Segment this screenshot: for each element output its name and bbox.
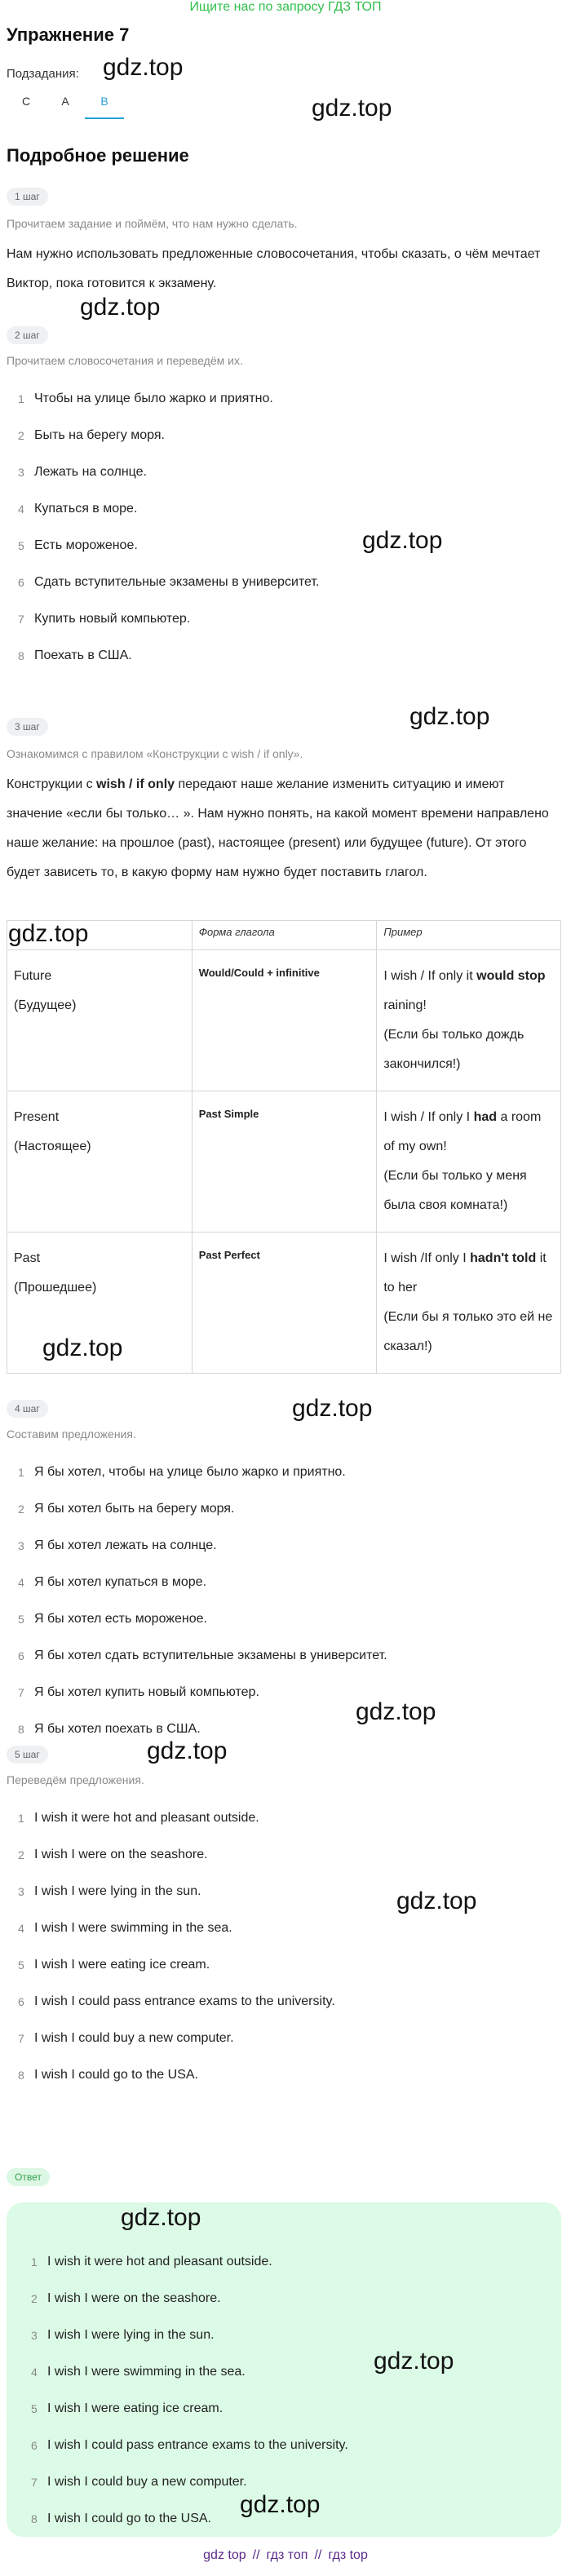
item-text: I wish I could go to the USA.	[47, 2511, 211, 2525]
watermark: gdz.top	[292, 1395, 373, 1422]
item-number: 6	[18, 1649, 24, 1662]
item-text: Я бы хотел быть на берегу моря.	[34, 1501, 235, 1516]
step-badge: 3 шаг	[7, 718, 48, 736]
item-number: 6	[31, 2438, 38, 2452]
watermark: gdz.top	[42, 1334, 123, 1361]
tense-name: Present	[14, 1110, 60, 1124]
example-ru: (Если бы только у меня была своя комната!)	[383, 1169, 527, 1212]
answer-badge: Ответ	[7, 2168, 50, 2186]
example-cell	[377, 1091, 561, 1233]
list-item	[7, 454, 553, 490]
item-text: I wish I could buy a new computer.	[47, 2474, 247, 2489]
item-number: 8	[18, 648, 24, 662]
item-number: 7	[18, 1685, 24, 1699]
list-item	[7, 527, 553, 564]
item-number: 1	[18, 392, 24, 405]
item-number: 3	[18, 1884, 24, 1898]
answer-box	[7, 2202, 561, 2537]
grammar-table	[7, 920, 561, 1374]
example-part: I wish /If only I	[383, 1251, 471, 1265]
step-badge: 4 шаг	[7, 1400, 48, 1418]
item-text: Есть мороженое.	[34, 538, 138, 552]
watermark: gdz.top	[362, 527, 443, 554]
list-item	[7, 1711, 553, 1747]
item-text: I wish I could pass entrance exams to the university.	[47, 2437, 348, 2452]
tense-name-ru: (Настоящее)	[14, 1140, 91, 1153]
example-part: a room of my own!	[383, 1110, 542, 1153]
item-text: Чтобы на улице было жарко и приятно.	[34, 391, 273, 405]
item-text: I wish I were lying in the sun.	[47, 2327, 215, 2342]
example-ru: (Если бы я только это ей не сказал!)	[383, 1310, 553, 1353]
step-hint: Прочитаем словосочетания и переведём их.	[7, 354, 243, 367]
item-text: Сдать вступительные экзамены в университет.	[34, 574, 320, 589]
footer-link[interactable]: гдз топ	[266, 2548, 308, 2562]
rule-text-b: передают наше желание изменить ситуацию и имеют значение «если бы только… ». Нам нужно понять, на какой момент времени направлено наше желание: на прошлое (past), настоящее (present) или будущее (future). От этого будет зависеть то, в какую форму нам нужно будет поставить глагол.	[7, 777, 549, 879]
step-hint: Составим предложения.	[7, 1427, 136, 1441]
item-text: Купаться в море.	[34, 501, 138, 516]
item-number: 3	[31, 2328, 38, 2342]
tab-c[interactable]: C	[21, 95, 31, 108]
item-text: Поехать в США.	[34, 648, 132, 662]
item-text: I wish I were on the seashore.	[34, 1847, 208, 1861]
item-number: 1	[31, 2255, 38, 2268]
item-number: 5	[18, 538, 24, 552]
item-number: 2	[31, 2291, 38, 2305]
example-en	[383, 962, 554, 1020]
list-item	[20, 2317, 566, 2353]
list-item	[7, 380, 553, 417]
example-part: I wish / If only I	[383, 1110, 474, 1124]
item-number: 7	[31, 2475, 38, 2489]
item-text: I wish I were lying in the sun.	[34, 1883, 201, 1898]
watermark: gdz.top	[312, 95, 392, 122]
item-text: Я бы хотел есть мороженое.	[34, 1611, 207, 1626]
example-verb: had	[473, 1110, 498, 1124]
item-number: 2	[18, 1502, 24, 1516]
item-number: 7	[18, 612, 24, 626]
item-text: Быть на берегу моря.	[34, 427, 165, 442]
item-number: 2	[18, 428, 24, 442]
tab-b[interactable]: B	[85, 91, 124, 119]
subtask-tabs	[7, 91, 124, 119]
list-item	[7, 564, 553, 600]
list-item	[7, 1983, 553, 2020]
list-item	[7, 490, 553, 527]
tab-a[interactable]: A	[61, 95, 69, 108]
item-number: 2	[18, 1848, 24, 1861]
step-hint: Ознакомимся с правилом «Конструкции с wish / if only».	[7, 747, 303, 760]
verb-form-cell: Past Simple	[192, 1091, 377, 1233]
tense-cell	[7, 950, 193, 1091]
item-number: 8	[31, 2512, 38, 2525]
item-text: I wish I were swimming in the sea.	[47, 2364, 246, 2379]
item-number: 1	[18, 1811, 24, 1825]
list-item	[7, 600, 553, 637]
example-part: it to her	[383, 1251, 547, 1295]
item-number: 6	[18, 1994, 24, 2008]
item-number: 5	[31, 2401, 38, 2415]
watermark: gdz.top	[8, 920, 89, 947]
example-ru: (Если бы только дождь закончился!)	[383, 1028, 525, 1071]
watermark: gdz.top	[356, 1698, 436, 1725]
footer-separator: //	[314, 2548, 322, 2562]
item-number: 4	[18, 1921, 24, 1935]
item-number: 4	[18, 1575, 24, 1589]
rule-text	[7, 770, 555, 887]
step-badge: 1 шаг	[7, 188, 48, 206]
step-hint: Прочитаем задание и поймём, что нам нужно сделать.	[7, 217, 298, 230]
translation-list	[7, 1799, 553, 2093]
list-item	[7, 1946, 553, 1983]
list-item	[20, 2390, 566, 2427]
verb-form-cell: Would/Could + infinitive	[192, 950, 377, 1091]
list-item	[7, 2020, 553, 2056]
item-number: 8	[18, 1722, 24, 1736]
watermark: gdz.top	[103, 54, 184, 81]
section-title: Подробное решение	[7, 145, 189, 166]
item-text: Лежать на солнце.	[34, 464, 147, 479]
item-text: Я бы хотел сдать вступительные экзамены в университет.	[34, 1648, 387, 1662]
example-en	[383, 1244, 554, 1303]
list-item	[7, 2056, 553, 2093]
item-number: 5	[18, 1958, 24, 1972]
item-number: 5	[18, 1612, 24, 1626]
example-cell	[377, 1233, 561, 1374]
footer-links	[0, 2548, 571, 2563]
item-text: I wish I could pass entrance exams to the university.	[34, 1994, 335, 2008]
table-header: Пример	[377, 921, 561, 950]
list-item	[20, 2427, 566, 2463]
list-item	[20, 2280, 566, 2317]
watermark: gdz.top	[409, 703, 490, 730]
list-item	[7, 1674, 553, 1711]
item-number: 7	[18, 2031, 24, 2045]
step-text: Нам нужно использовать предложенные словосочетания, чтобы сказать, о чём мечтает Виктор, пока готовится к экзамену.	[7, 247, 541, 290]
subtasks-label: Подзадания:	[7, 67, 79, 81]
watermark: gdz.top	[396, 1888, 477, 1914]
watermark: gdz.top	[121, 2204, 201, 2231]
footer-link[interactable]: гдз top	[328, 2548, 368, 2562]
table-row	[7, 950, 561, 1091]
tense-name-ru: (Прошедшее)	[14, 1281, 97, 1295]
example-part: raining!	[383, 998, 427, 1012]
step-hint: Переведём предложения.	[7, 1773, 144, 1786]
item-text: I wish I were eating ice cream.	[47, 2401, 224, 2415]
watermark: gdz.top	[374, 2348, 454, 2375]
search-hint-link[interactable]: Ищите нас по запросу ГДЗ ТОП	[189, 0, 382, 14]
item-text: Я бы хотел поехать в США.	[34, 1721, 201, 1736]
item-text: I wish I could go to the USA.	[34, 2067, 198, 2082]
list-item	[7, 1527, 553, 1564]
list-item	[7, 1600, 553, 1637]
item-text: I wish I were swimming in the sea.	[34, 1920, 232, 1935]
item-text: Я бы хотел, чтобы на улице было жарко и приятно.	[34, 1464, 346, 1479]
item-number: 4	[18, 502, 24, 516]
tense-name-ru: (Будущее)	[14, 998, 77, 1012]
item-text: I wish it were hot and pleasant outside.	[34, 1810, 259, 1825]
list-item	[7, 1637, 553, 1674]
list-item	[20, 2243, 566, 2280]
item-text: Я бы хотел купаться в море.	[34, 1574, 207, 1589]
list-item	[7, 1836, 553, 1873]
phrase-list	[7, 380, 553, 674]
watermark: gdz.top	[147, 1737, 228, 1764]
watermark: gdz.top	[80, 294, 161, 321]
tense-name: Past	[14, 1251, 41, 1265]
item-number: 8	[18, 2068, 24, 2082]
step-badge: 5 шаг	[7, 1746, 48, 1764]
list-item	[7, 417, 553, 454]
example-verb: hadn't told	[470, 1251, 537, 1265]
tense-name: Future	[14, 969, 52, 983]
item-text: Я бы хотел лежать на солнце.	[34, 1538, 217, 1552]
list-item	[7, 637, 553, 674]
item-number: 3	[18, 1538, 24, 1552]
example-verb: would stop	[476, 969, 546, 983]
footer-separator: //	[252, 2548, 260, 2562]
item-text: I wish I were on the seashore.	[47, 2291, 221, 2305]
item-text: I wish I could buy a new computer.	[34, 2030, 234, 2045]
item-number: 4	[31, 2365, 38, 2379]
list-item	[20, 2353, 566, 2390]
example-en	[383, 1103, 554, 1162]
item-number: 3	[18, 465, 24, 479]
page-title: Упражнение 7	[7, 24, 130, 45]
example-cell	[377, 950, 561, 1091]
list-item	[7, 1454, 553, 1490]
item-text: I wish it were hot and pleasant outside.	[47, 2254, 272, 2268]
table-row	[7, 1091, 561, 1233]
tense-cell	[7, 1091, 193, 1233]
watermark: gdz.top	[240, 2491, 321, 2518]
item-text: Я бы хотел купить новый компьютер.	[34, 1684, 259, 1699]
list-item	[7, 1564, 553, 1600]
list-item	[7, 1799, 553, 1836]
list-item	[7, 1490, 553, 1527]
item-text: Купить новый компьютер.	[34, 611, 191, 626]
table-header-row	[7, 921, 561, 950]
rule-text-a: Конструкции с	[7, 777, 97, 791]
item-text: I wish I were eating ice cream.	[34, 1957, 210, 1972]
table-header: Форма глагола	[192, 921, 377, 950]
item-number: 1	[18, 1465, 24, 1479]
item-number: 6	[18, 575, 24, 589]
footer-link[interactable]: gdz top	[203, 2548, 246, 2562]
example-part: I wish / If only it	[383, 969, 477, 983]
rule-text-bold: wish / if only	[96, 777, 175, 791]
sentence-list	[7, 1454, 553, 1747]
verb-form-cell: Past Perfect	[192, 1233, 377, 1374]
step-badge: 2 шаг	[7, 326, 48, 344]
